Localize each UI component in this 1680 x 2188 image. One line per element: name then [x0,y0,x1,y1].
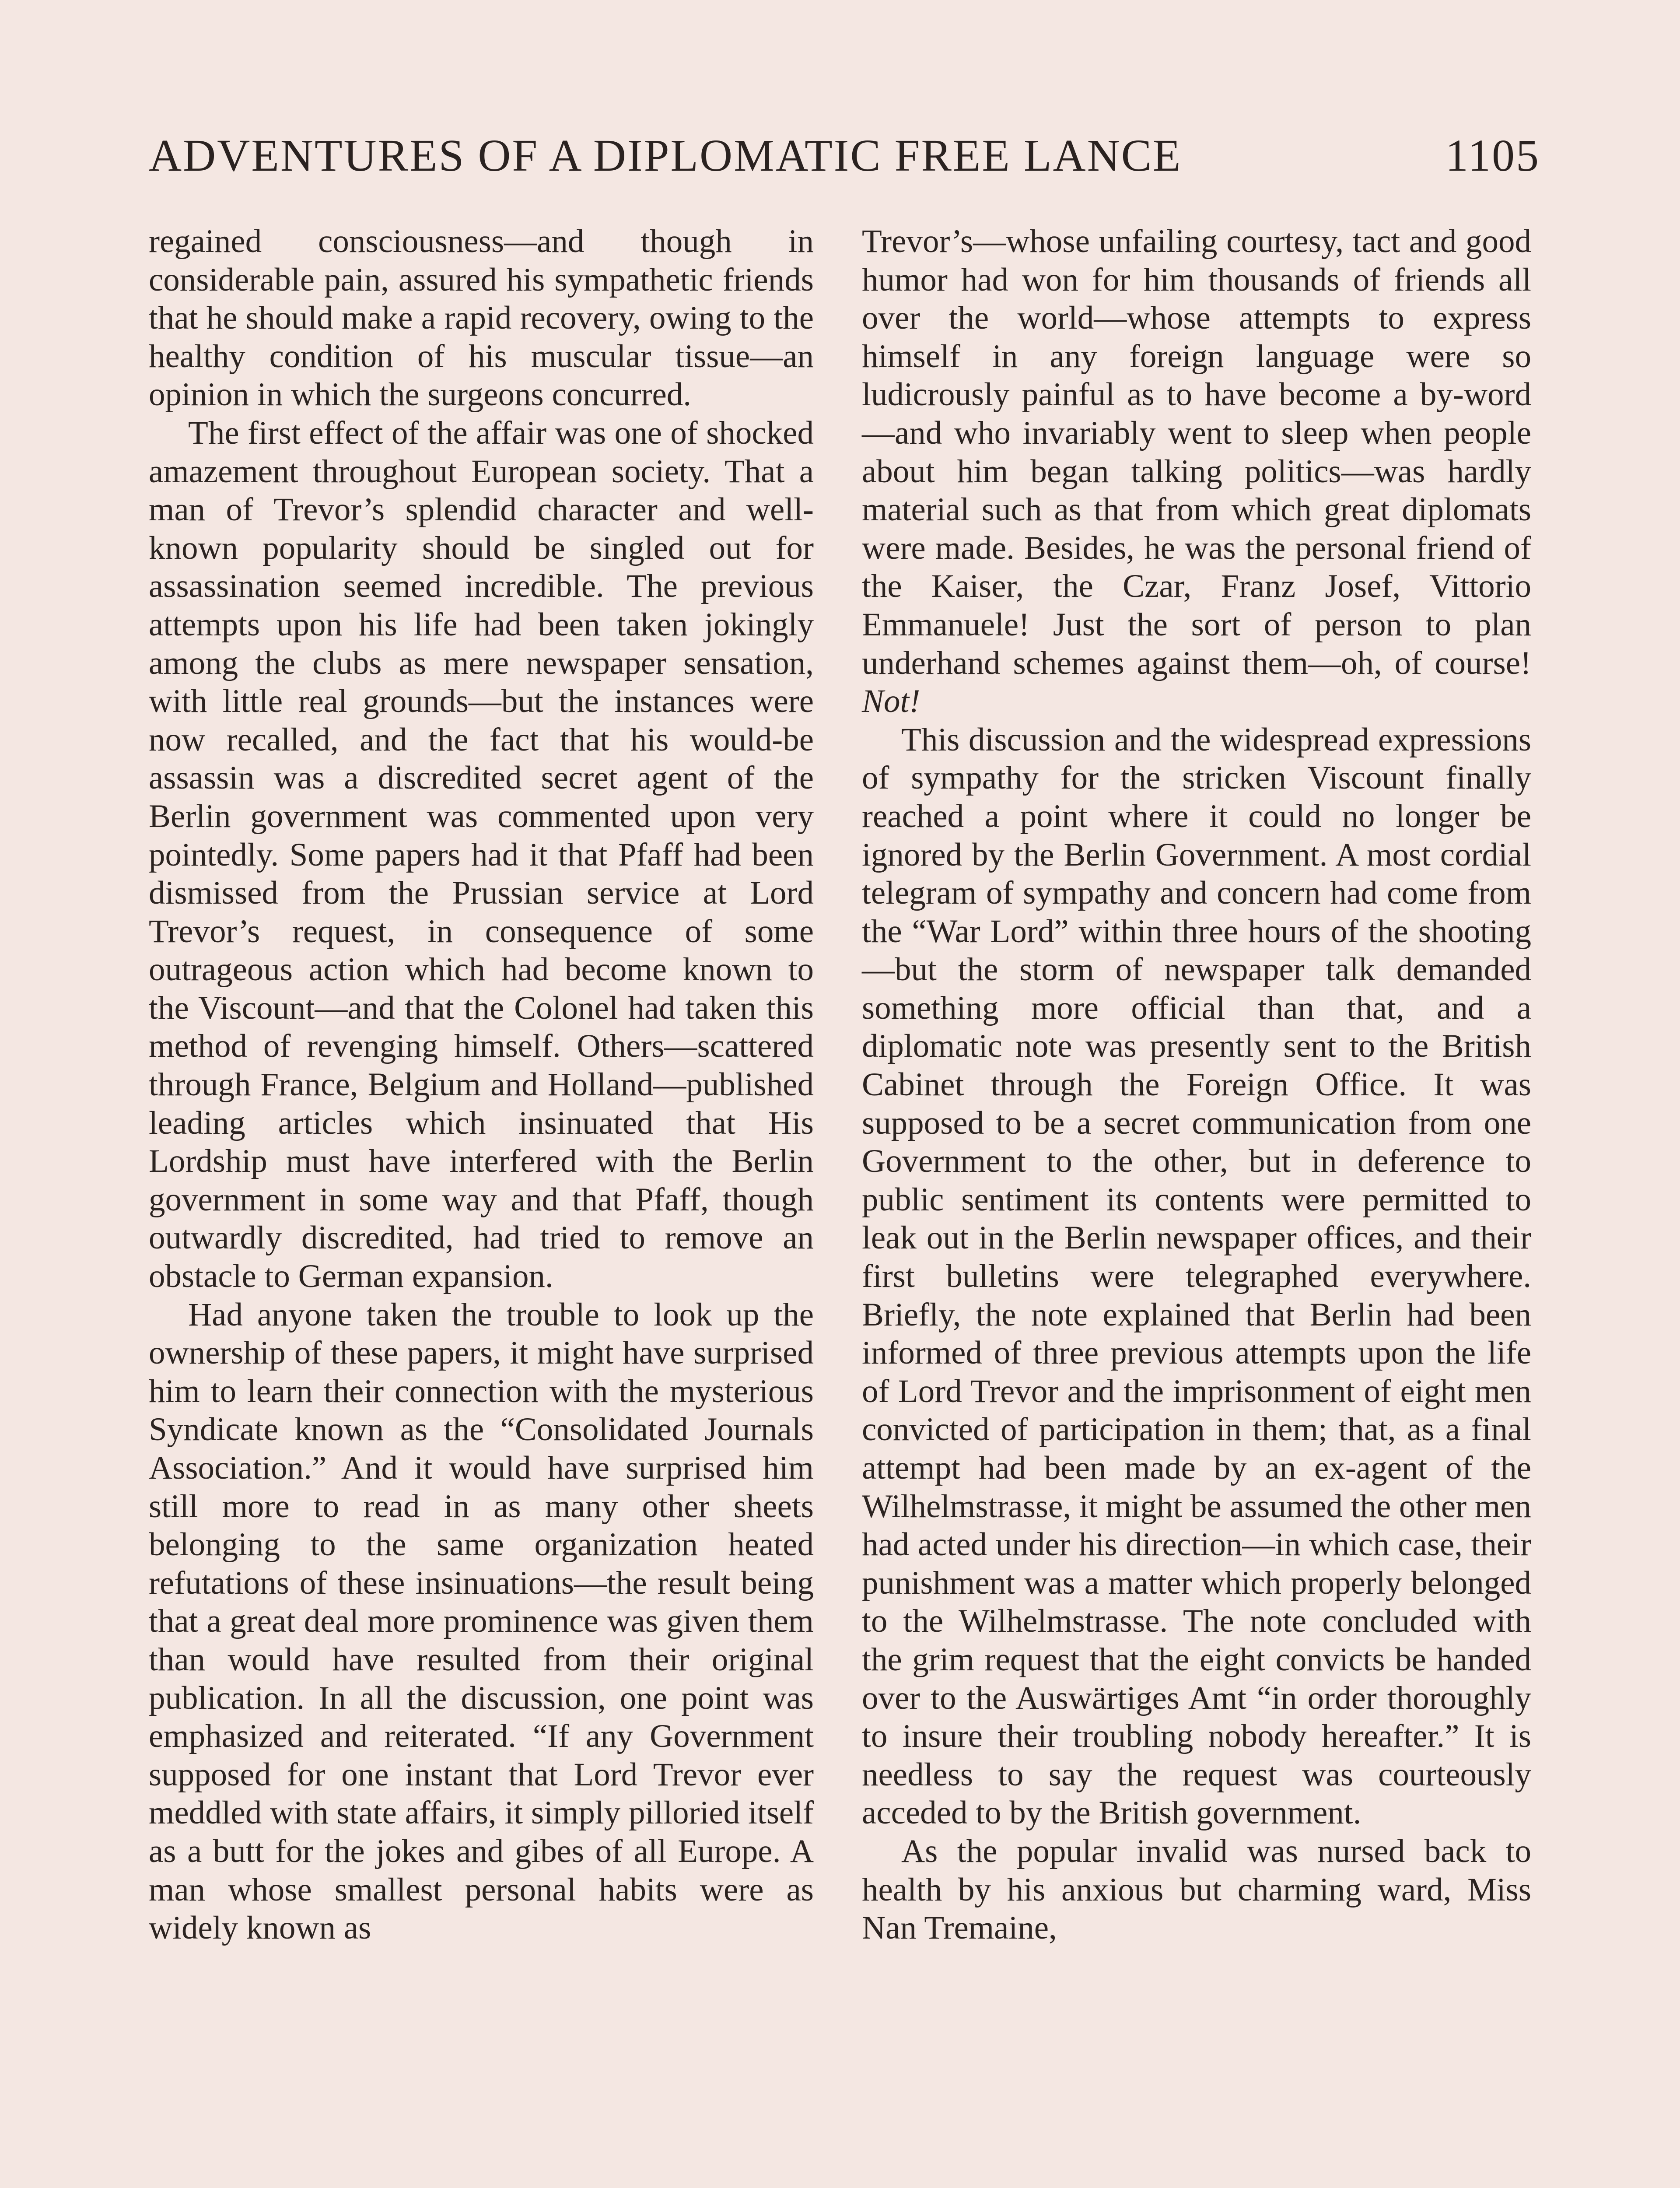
right-column [862,222,1531,1947]
running-title: ADVENTURES OF A DIPLOMATIC FREE LANCE [149,130,1182,181]
paragraph: Had anyone taken the trouble to look up the ownership of these papers, it might have surprised him to learn their connection with the mysterious Syndicate known as the “Consolidated Journals Association.” And it would have surprised him still more to read in as many other sheets belonging to the same organization heated refutations of these insinuations—the result being that a great deal more prominence was given them than would have resulted from their original publication. In all the discussion, one point was emphasized and reiterated. “If any Government supposed for one instant that Lord Trevor ever meddled with state affairs, it simply pilloried itself as a butt for the jokes and gibes of all Europe. A man whose smallest personal habits were as widely known as [149,1296,814,1946]
emphasis-text: Not! [862,683,920,720]
paragraph-text: Trevor’s—whose unfailing courtesy, tact and good humor had won for him thousands of friends all over the world—whose attempts to express himself in any foreign language were so ludicrously painful as to have become a by-word—and who invariably went to sleep when people about him began talking politics—was hardly material such as that from which great diplomats were made. Besides, he was the personal friend of the Kaiser, the Czar, Franz Josef, Vittorio Emmanuele! Just the sort of person to plan underhand schemes against them—oh, of course! [862,223,1531,681]
page-header [149,130,1540,186]
paragraph: As the popular invalid was nursed back to health by his anxious but charming ward, Miss Nan Tremaine, [862,1833,1531,1946]
left-column [149,222,814,1947]
paragraph: The first effect of the affair was one of shocked amazement throughout European society. That a man of Trevor’s splendid character and well-known popularity should be singled out for assassination seemed incredible. The previous attempts upon his life had been taken jokingly among the clubs as mere newspaper sensation, with little real grounds—but the instances were now recalled, and the fact that his would-be assassin was a discredited secret agent of the Berlin government was commented upon very pointedly. Some papers had it that Pfaff had been dismissed from the Prussian service at Lord Trevor’s request, in consequence of some outrageous action which had become known to the Viscount—and that the Colonel had taken this method of revenging himself. Others—scattered through France, Belgium and Holland—published leading articles which insinuated that His Lordship must have interfered with the Berlin government in some way and that Pfaff, though outwardly discredited, had tried to remove an obstacle to German expansion. [149,414,814,1295]
paragraph [862,222,1531,721]
paragraph: This discussion and the widespread expressions of sympathy for the stricken Viscount finally reached a point where it could no longer be ignored by the Berlin Government. A most cordial telegram of sympathy and concern had come from the “War Lord” within three hours of the shooting—but the storm of newspaper talk demanded something more official than that, and a diplomatic note was presently sent to the British Cabinet through the Foreign Office. It was supposed to be a secret communication from one Government to the other, but in deference to public sentiment its contents were permitted to leak out in the Berlin newspaper offices, and their first bulletins were telegraphed everywhere. Briefly, the note explained that Berlin had been informed of three previous attempts upon the life of Lord Trevor and the imprisonment of eight men convicted of participation in them; that, as a final attempt had been made by an ex-agent of the Wilhelmstrasse, it might be assumed the other men had acted under his direction—in which case, their punishment was a matter which properly belonged to the Wilhelmstrasse. The note concluded with the grim request that the eight convicts be handed over to the Auswärtiges Amt “in order thoroughly to insure their troubling nobody hereafter.” It is needless to say the request was courteously acceded to by the British government. [862,721,1531,1831]
paragraph: regained consciousness—and though in considerable pain, assured his sympathetic friends that he should make a rapid recovery, owing to the healthy condition of his muscular tissue—an opinion in which the surgeons concurred. [149,223,814,413]
page-number: 1105 [1445,130,1540,181]
